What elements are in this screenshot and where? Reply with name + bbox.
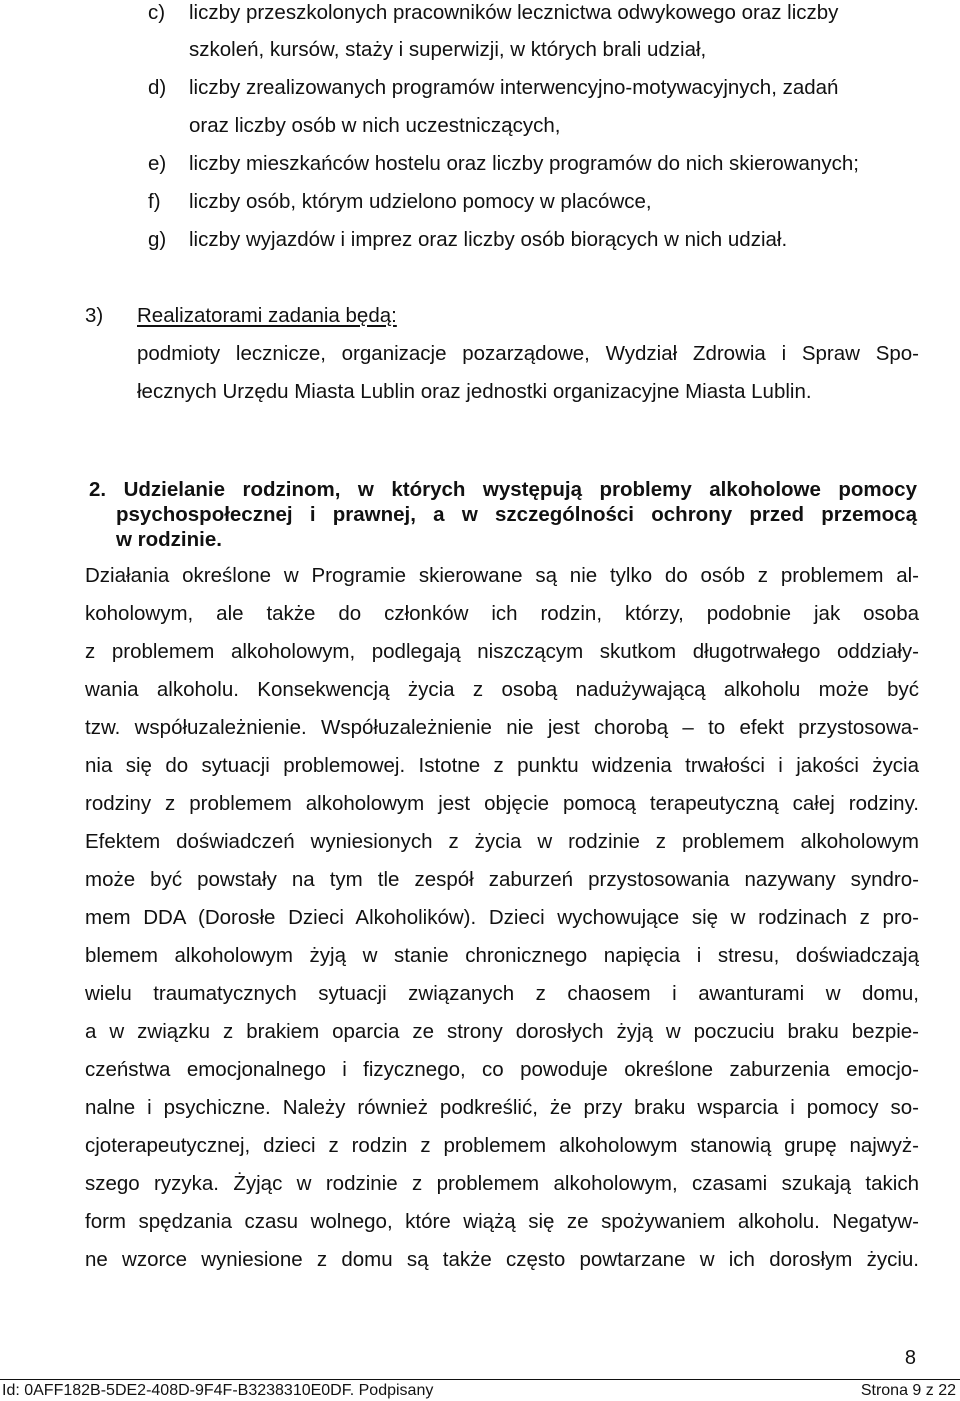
list-item-text: liczby przeszkolonych pracowników lecznictwa odwykowego oraz liczby [189,1,839,24]
body-line: form spędzania czasu wolnego, które wiążą się ze spożywaniem alkoholu. Negatyw- [85,1210,919,1233]
body-line: blemem alkoholowym żyją w stanie chronicznego napięcia i stresu, doświadczają [85,944,919,967]
list-item-text: szkoleń, kursów, staży i superwizji, w których brali udział, [189,38,707,61]
point-text-line: podmioty lecznicze, organizacje pozarządowe, Wydział Zdrowia i Spraw Spo- [137,342,919,365]
body-line: a w związku z brakiem oparcia ze strony dorosłych żyją w poczuciu braku bezpie- [85,1020,919,1043]
list-item-text: oraz liczby osób w nich uczestniczących, [189,114,561,137]
body-line: rodziny z problemem alkoholowym jest objęcie pomocą terapeutyczną całej rodziny. [85,792,919,815]
body-line: nalne i psychiczne. Należy również podkreślić, że przy braku wsparcia i pomocy so- [85,1096,919,1119]
list-item-text: liczby wyjazdów i imprez oraz liczby osób biorących w nich udział. [189,228,788,251]
body-line: Działania określone w Programie skierowane są nie tylko do osób z problemem al- [85,564,919,587]
point-marker: 3) [85,304,104,327]
point-text-line: łecznych Urzędu Miasta Lublin oraz jednostki organizacyjne Miasta Lublin. [137,380,812,403]
body-line: mem DDA (Dorosłe Dzieci Alkoholików). Dzieci wychowujące się w rodzinach z pro- [85,906,919,929]
body-line: szego ryzyka. Żyjąc w rodzinie z problemem alkoholowym, czasami szukają takich [85,1172,919,1195]
list-marker: d) [148,76,167,99]
body-line: z problemem alkoholowym, podlegają niszczącym skutkom długotrwałego oddziały- [85,640,919,663]
document-id: Id: 0AFF182B-5DE2-408D-9F4F-B3238310E0DF. Podpisany [2,1382,434,1399]
list-item-text: liczby mieszkańców hostelu oraz liczby programów do nich skierowanych; [189,152,859,175]
list-item-text: liczby osób, którym udzielono pomocy w placówce, [189,190,652,213]
body-line: Efektem doświadczeń wyniesionych z życia w rodzinie z problemem alkoholowym [85,830,919,853]
body-line: może być powstały na tym tle zespół zaburzeń przystosowania nazywany syndro- [85,868,919,891]
footer-divider [0,1379,960,1380]
body-line: nia się do sytuacji problemowej. Istotne z punktu widzenia trwałości i jakości życia [85,754,919,777]
page-counter: Strona 9 z 22 [860,1382,956,1399]
section-heading-line: 2. Udzielanie rodzinom, w których występują problemy alkoholowe pomocy [89,478,917,501]
point-heading: Realizatorami zadania będą: [137,304,397,327]
section-heading-line: psychospołecznej i prawnej, a w szczególności ochrony przed przemocą [116,503,917,526]
body-line: czeństwa emocjonalnego i fizycznego, co powoduje określone zaburzenia emocjo- [85,1058,919,1081]
list-marker: e) [148,152,167,175]
body-line: ne wzorce wyniesione z domu są także często powtarzane w ich dorosłym życiu. [85,1248,919,1271]
list-marker: g) [148,228,167,251]
body-line: wielu traumatycznych sytuacji związanych z chaosem i awanturami w domu, [85,982,919,1005]
body-line: tzw. współuzależnienie. Współuzależnienie nie jest chorobą – to efekt przystosowa- [85,716,919,739]
list-item-text: liczby zrealizowanych programów interwencyjno-motywacyjnych, zadań [189,76,839,99]
body-line: wania alkoholu. Konsekwencją życia z osobą nadużywającą alkoholu może być [85,678,919,701]
body-line: cjoterapeutycznej, dzieci z rodzin z problemem alkoholowym stanowią grupę najwyż- [85,1134,919,1157]
body-line: koholowym, ale także do członków ich rodzin, którzy, podobnie jak osoba [85,602,919,625]
list-marker: f) [148,190,161,213]
list-marker: c) [148,1,166,24]
page-number: 8 [904,1347,916,1369]
section-heading-line: w rodzinie. [116,528,222,551]
